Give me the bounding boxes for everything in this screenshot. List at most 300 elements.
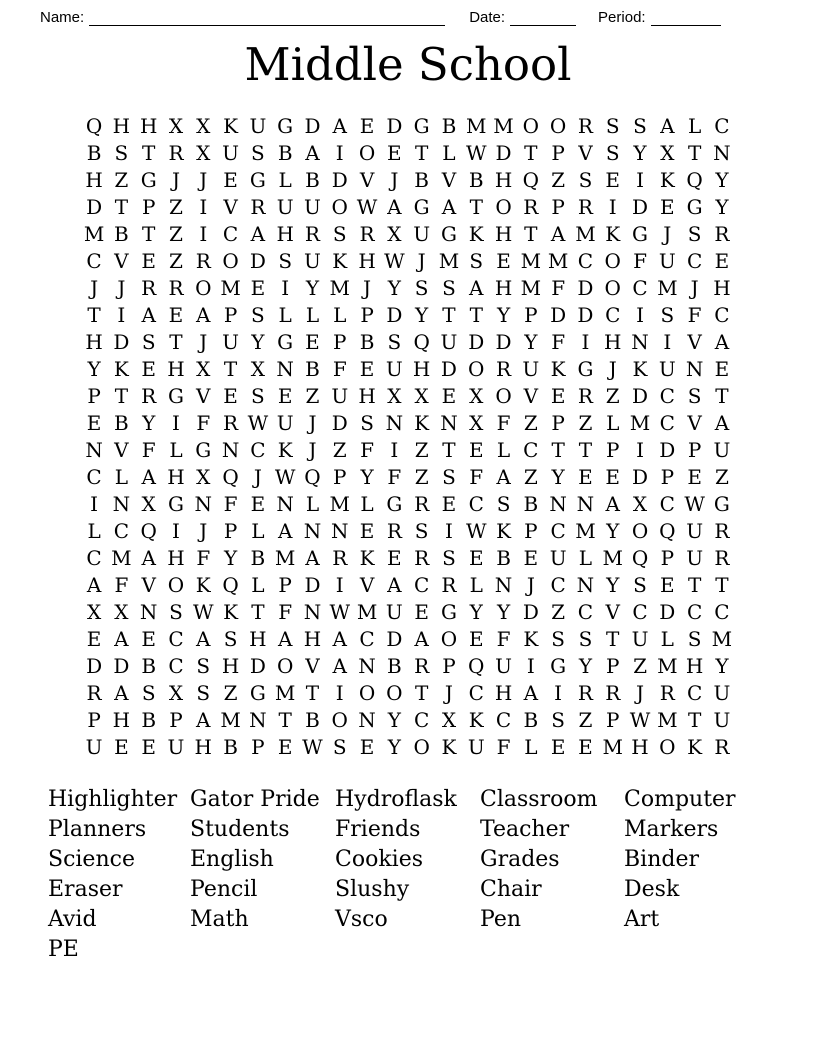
grid-letter: H: [358, 249, 376, 273]
grid-letter: S: [633, 573, 647, 597]
grid-letter: K: [523, 627, 539, 651]
grid-letter: V: [441, 168, 457, 192]
grid-letter: T: [278, 708, 292, 732]
grid-letter: F: [278, 600, 293, 624]
grid-letter: C: [168, 627, 184, 651]
grid-letter: E: [441, 492, 457, 516]
grid-letter: J: [199, 519, 208, 543]
grid-letter: R: [168, 141, 184, 165]
grid-letter: U: [658, 249, 676, 273]
grid-letter: E: [223, 384, 238, 408]
grid-letter: T: [142, 141, 156, 165]
grid-letter: C: [113, 519, 130, 543]
grid-letter: T: [87, 303, 101, 327]
grid-letter: W: [274, 465, 296, 489]
grid-letter: A: [332, 114, 347, 138]
grid-letter: F: [332, 357, 347, 381]
grid-letter: N: [139, 600, 158, 624]
grid-letter: F: [387, 465, 402, 489]
grid-letter: E: [578, 465, 593, 489]
grid-letter: E: [441, 384, 457, 408]
grid-letter: Y: [496, 600, 511, 624]
grid-letter: A: [114, 681, 129, 705]
grid-row: [0, 707, 816, 734]
grid-letter: F: [551, 276, 566, 300]
grid-letter: I: [335, 141, 344, 165]
grid-letter: L: [278, 168, 292, 192]
grid-letter: N: [385, 411, 404, 435]
grid-letter: E: [223, 168, 238, 192]
grid-letter: C: [413, 573, 430, 597]
grid-letter: M: [274, 546, 296, 570]
grid-letter: M: [575, 519, 596, 543]
grid-letter: M: [711, 627, 733, 651]
grid-letter: C: [168, 654, 184, 678]
grid-letter: J: [690, 276, 699, 300]
grid-letter: D: [577, 276, 594, 300]
grid-letter: Z: [305, 384, 320, 408]
grid-letter: Z: [578, 411, 593, 435]
grid-letter: Q: [686, 168, 703, 192]
grid-letter: O: [495, 195, 512, 219]
grid-letter: U: [631, 627, 649, 651]
grid-letter: S: [414, 276, 429, 300]
word-bank-item: PE: [48, 936, 79, 962]
grid-letter: E: [277, 384, 293, 408]
grid-letter: P: [605, 654, 620, 678]
grid-letter: N: [494, 573, 513, 597]
grid-letter: G: [277, 330, 294, 354]
grid-letter: I: [554, 681, 563, 705]
puzzle-title: Middle School: [244, 38, 572, 91]
grid-letter: D: [632, 465, 649, 489]
grid-letter: Q: [468, 654, 485, 678]
grid-letter: D: [86, 195, 103, 219]
grid-letter: Z: [551, 600, 566, 624]
grid-letter: M: [520, 276, 542, 300]
grid-letter: I: [172, 519, 180, 543]
grid-letter: S: [442, 546, 456, 570]
grid-letter: K: [223, 114, 239, 138]
grid-letter: E: [141, 249, 156, 273]
grid-letter: H: [494, 222, 513, 246]
grid-letter: T: [687, 141, 702, 165]
grid-letter: O: [468, 357, 485, 381]
grid-letter: O: [604, 276, 621, 300]
grid-letter: N: [713, 141, 731, 165]
grid-letter: G: [167, 384, 184, 408]
grid-letter: F: [633, 249, 647, 273]
grid-letter: C: [550, 573, 566, 597]
grid-letter: S: [387, 330, 402, 354]
grid-letter: T: [442, 303, 456, 327]
grid-letter: H: [494, 168, 513, 192]
grid-letter: S: [414, 519, 429, 543]
grid-letter: A: [141, 303, 156, 327]
grid-letter: G: [167, 492, 184, 516]
grid-letter: U: [385, 600, 403, 624]
grid-letter: A: [141, 465, 156, 489]
grid-letter: U: [522, 357, 540, 381]
grid-letter: D: [659, 600, 676, 624]
grid-letter: E: [468, 627, 484, 651]
grid-letter: V: [578, 141, 593, 165]
grid-letter: X: [387, 384, 402, 408]
grid-letter: I: [199, 222, 208, 246]
grid-letter: Y: [387, 276, 401, 300]
grid-letter: P: [251, 735, 265, 759]
grid-letter: E: [277, 735, 293, 759]
grid-letter: K: [550, 357, 566, 381]
grid-letter: U: [304, 195, 321, 219]
grid-letter: E: [141, 627, 156, 651]
grid-letter: D: [386, 303, 403, 327]
grid-letter: R: [659, 681, 675, 705]
grid-letter: S: [360, 411, 374, 435]
grid-letter: R: [359, 222, 375, 246]
grid-letter: S: [442, 465, 456, 489]
grid-letter: X: [196, 357, 211, 381]
grid-letter: N: [440, 411, 458, 435]
grid-letter: J: [117, 276, 126, 300]
grid-letter: Z: [523, 411, 538, 435]
grid-letter: A: [387, 573, 402, 597]
grid-letter: H: [713, 276, 731, 300]
grid-letter: T: [469, 303, 483, 327]
grid-letter: M: [329, 276, 350, 300]
grid-letter: E: [250, 492, 266, 516]
grid-letter: R: [195, 249, 211, 273]
grid-letter: R: [386, 519, 402, 543]
grid-letter: P: [551, 411, 565, 435]
grid-letter: U: [686, 546, 704, 570]
grid-letter: T: [114, 195, 129, 219]
grid-letter: O: [358, 141, 376, 165]
grid-letter: A: [196, 303, 211, 327]
grid-letter: G: [632, 222, 649, 246]
grid-letter: M: [274, 681, 296, 705]
grid-letter: F: [687, 303, 702, 327]
grid-letter: R: [496, 357, 512, 381]
grid-letter: Y: [387, 735, 401, 759]
grid-letter: E: [141, 357, 156, 381]
grid-letter: S: [169, 600, 183, 624]
grid-letter: B: [468, 168, 484, 192]
grid-letter: N: [631, 330, 649, 354]
grid-letter: M: [657, 276, 678, 300]
grid-letter: F: [114, 573, 129, 597]
grid-letter: S: [496, 492, 511, 516]
word-bank-item: Grades: [480, 846, 560, 872]
grid-letter: G: [386, 492, 403, 516]
grid-letter: D: [86, 654, 103, 678]
grid-letter: L: [469, 573, 483, 597]
grid-letter: C: [86, 546, 102, 570]
grid-letter: A: [305, 141, 320, 165]
grid-letter: Z: [169, 249, 183, 273]
grid-letter: A: [332, 627, 347, 651]
word-bank-item: Binder: [624, 846, 699, 872]
grid-letter: C: [686, 249, 703, 273]
grid-letter: W: [356, 195, 378, 219]
grid-letter: K: [195, 573, 211, 597]
grid-letter: L: [578, 546, 593, 570]
grid-letter: D: [113, 330, 130, 354]
grid-letter: E: [387, 546, 402, 570]
grid-letter: S: [551, 627, 565, 651]
grid-letter: Y: [715, 654, 729, 678]
grid-letter: P: [87, 384, 101, 408]
grid-letter: E: [550, 735, 566, 759]
grid-letter: R: [605, 681, 621, 705]
grid-letter: E: [578, 735, 593, 759]
grid-letter: Q: [222, 465, 239, 489]
grid-letter: K: [277, 438, 293, 462]
grid-letter: H: [494, 276, 513, 300]
grid-letter: K: [359, 546, 375, 570]
grid-letter: D: [304, 114, 321, 138]
grid-letter: R: [577, 384, 593, 408]
grid-letter: T: [142, 222, 156, 246]
grid-letter: B: [305, 168, 320, 192]
grid-letter: S: [660, 303, 675, 327]
grid-letter: R: [332, 546, 348, 570]
period-blank-line: [651, 10, 721, 26]
grid-letter: O: [522, 114, 540, 138]
grid-row: [0, 248, 816, 275]
grid-letter: C: [523, 438, 539, 462]
grid-letter: H: [112, 708, 131, 732]
grid-letter: E: [714, 249, 730, 273]
word-bank-item: Classroom: [480, 787, 598, 812]
grid-letter: T: [169, 330, 183, 354]
grid-letter: C: [359, 627, 375, 651]
grid-letter: I: [117, 303, 126, 327]
grid-letter: H: [249, 627, 267, 651]
grid-letter: X: [114, 600, 129, 624]
grid-letter: D: [522, 600, 539, 624]
grid-letter: Y: [715, 195, 729, 219]
grid-letter: N: [276, 357, 294, 381]
grid-letter: R: [304, 222, 320, 246]
grid-letter: U: [549, 546, 567, 570]
grid-letter: W: [302, 735, 323, 759]
grid-letter: K: [687, 735, 703, 759]
grid-letter: Z: [332, 438, 347, 462]
grid-letter: A: [714, 330, 730, 354]
grid-letter: Z: [523, 465, 538, 489]
grid-letter: V: [141, 573, 156, 597]
grid-letter: L: [606, 411, 620, 435]
grid-letter: L: [305, 492, 320, 516]
grid-letter: J: [171, 168, 180, 192]
grid-letter: W: [465, 141, 487, 165]
grid-letter: L: [305, 303, 320, 327]
grid-letter: Z: [633, 654, 647, 678]
grid-letter: C: [577, 600, 594, 624]
grid-letter: Y: [360, 465, 374, 489]
grid-letter: R: [714, 519, 730, 543]
grid-letter: P: [223, 519, 238, 543]
grid-letter: N: [358, 654, 376, 678]
grid-letter: I: [281, 276, 290, 300]
grid-letter: B: [496, 546, 511, 570]
grid-letter: J: [663, 222, 672, 246]
grid-letter: D: [386, 627, 403, 651]
grid-letter: R: [414, 492, 430, 516]
grid-letter: G: [577, 357, 594, 381]
grid-row: [0, 734, 816, 761]
grid-letter: F: [551, 330, 566, 354]
grid-letter: J: [363, 276, 372, 300]
grid-letter: Z: [414, 465, 429, 489]
grid-letter: K: [496, 519, 512, 543]
word-bank-item: Desk: [624, 876, 680, 902]
grid-letter: N: [331, 519, 349, 543]
grid-letter: B: [523, 492, 539, 516]
word-bank-item: English: [190, 846, 274, 872]
grid-row: [0, 113, 816, 140]
grid-letter: W: [629, 708, 651, 732]
word-bank-column: [480, 785, 624, 964]
grid-letter: T: [414, 141, 429, 165]
grid-letter: O: [413, 735, 430, 759]
grid-letter: C: [686, 600, 703, 624]
grid-letter: Y: [415, 303, 429, 327]
grid-letter: P: [551, 195, 565, 219]
grid-letter: E: [305, 330, 320, 354]
grid-letter: Y: [524, 330, 538, 354]
grid-letter: X: [469, 384, 484, 408]
grid-letter: A: [277, 519, 293, 543]
grid-letter: N: [303, 600, 322, 624]
word-bank-item: Computer: [624, 787, 736, 812]
grid-letter: P: [169, 708, 183, 732]
grid-letter: O: [440, 627, 458, 651]
grid-letter: R: [714, 222, 730, 246]
grid-letter: Z: [169, 222, 183, 246]
grid-letter: K: [223, 600, 239, 624]
grid-letter: B: [114, 411, 129, 435]
grid-letter: B: [114, 222, 129, 246]
grid-letter: R: [523, 195, 539, 219]
grid-letter: U: [385, 357, 403, 381]
grid-letter: Z: [169, 195, 183, 219]
grid-letter: V: [305, 654, 320, 678]
grid-row: [0, 221, 816, 248]
grid-letter: D: [495, 330, 512, 354]
grid-letter: U: [276, 195, 294, 219]
grid-letter: R: [714, 546, 730, 570]
grid-letter: Y: [87, 357, 101, 381]
grid-letter: A: [114, 627, 129, 651]
grid-letter: E: [387, 141, 402, 165]
grid-letter: X: [250, 357, 265, 381]
letter-grid: [0, 113, 816, 761]
grid-letter: L: [251, 519, 265, 543]
grid-letter: L: [278, 303, 292, 327]
grid-letter: M: [329, 492, 350, 516]
grid-letter: T: [524, 141, 538, 165]
word-bank-item: Highlighter: [48, 787, 178, 812]
grid-letter: I: [90, 492, 99, 516]
grid-letter: Y: [387, 708, 401, 732]
grid-letter: A: [496, 465, 511, 489]
grid-letter: N: [85, 438, 103, 462]
grid-letter: Y: [578, 654, 593, 678]
grid-letter: G: [686, 195, 703, 219]
grid-letter: S: [633, 114, 647, 138]
grid-letter: A: [86, 573, 102, 597]
grid-letter: A: [441, 195, 457, 219]
grid-letter: Y: [606, 573, 620, 597]
grid-letter: S: [605, 114, 620, 138]
grid-letter: K: [632, 357, 648, 381]
grid-letter: C: [86, 249, 102, 273]
grid-letter: U: [304, 249, 321, 273]
word-bank-item: Students: [190, 816, 290, 842]
grid-letter: X: [196, 114, 211, 138]
grid-letter: P: [223, 303, 238, 327]
grid-letter: F: [196, 546, 211, 570]
grid-letter: D: [577, 303, 594, 327]
grid-row: [0, 383, 816, 410]
grid-letter: Y: [469, 600, 483, 624]
grid-letter: E: [168, 303, 184, 327]
grid-letter: M: [520, 249, 542, 273]
grid-letter: O: [659, 735, 676, 759]
word-bank-column: [624, 785, 736, 964]
grid-letter: A: [277, 627, 293, 651]
grid-letter: B: [387, 654, 402, 678]
grid-letter: X: [196, 465, 211, 489]
grid-row: [0, 140, 816, 167]
grid-letter: U: [331, 384, 349, 408]
grid-letter: F: [496, 627, 511, 651]
grid-letter: O: [358, 681, 376, 705]
grid-letter: U: [413, 222, 431, 246]
grid-row: [0, 680, 816, 707]
word-bank-item: Eraser: [48, 876, 123, 902]
grid-letter: Y: [551, 465, 565, 489]
grid-letter: F: [223, 492, 238, 516]
grid-letter: T: [606, 627, 620, 651]
grid-letter: L: [333, 303, 347, 327]
grid-letter: E: [468, 438, 484, 462]
grid-letter: R: [223, 411, 239, 435]
grid-letter: Y: [223, 546, 238, 570]
grid-letter: I: [636, 303, 644, 327]
grid-letter: Q: [85, 114, 103, 138]
grid-letter: Y: [142, 411, 156, 435]
grid-letter: H: [167, 465, 185, 489]
grid-letter: K: [441, 735, 457, 759]
grid-letter: X: [168, 114, 184, 138]
word-bank-column: [48, 785, 190, 964]
grid-letter: G: [550, 654, 567, 678]
grid-letter: T: [305, 681, 320, 705]
grid-letter: T: [551, 438, 565, 462]
grid-letter: N: [112, 492, 131, 516]
grid-row: [0, 437, 816, 464]
grid-letter: B: [414, 168, 429, 192]
grid-letter: J: [417, 249, 426, 273]
grid-letter: J: [90, 276, 99, 300]
grid-letter: J: [199, 168, 208, 192]
grid-letter: X: [387, 222, 402, 246]
grid-letter: I: [526, 654, 535, 678]
grid-letter: S: [141, 330, 156, 354]
